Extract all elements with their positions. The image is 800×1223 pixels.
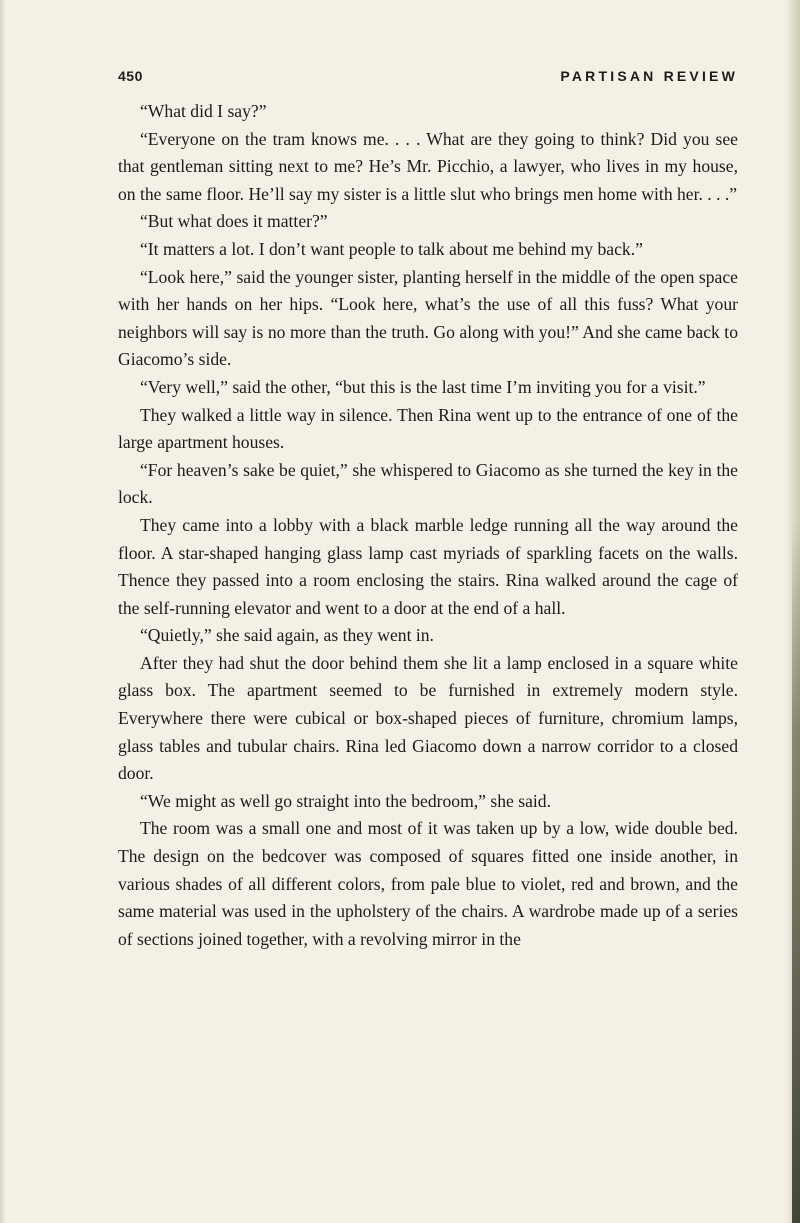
page-edge-right bbox=[786, 0, 800, 1223]
page-edge-left bbox=[0, 0, 6, 1223]
paragraph: The room was a small one and most of it was taken up by a low, wide double bed. The design on the bedcover was composed of squares fitted one inside another, in various shades of all different colors, from pale blue to violet, red and brown, and the same material was used in the upholstery of the chairs. A wardrobe made up of a series of sections joined together, with a revolving mirror in the bbox=[118, 818, 738, 949]
paragraph: “What did I say?” bbox=[140, 101, 267, 121]
page-edge-shadow bbox=[792, 520, 800, 1223]
paragraph: “We might as well go straight into the bedroom,” she said. bbox=[140, 790, 551, 811]
page-number: 450 bbox=[118, 68, 143, 84]
paragraph: “Very well,” said the other, “but this is the last time I’m inviting you for a visit.” bbox=[140, 376, 706, 397]
paragraph: “It matters a lot. I don’t want people to talk about me behind my back.” bbox=[140, 238, 643, 259]
paragraph: They came into a lobby with a black marble ledge running all the way around the floor. A star-shaped hanging glass lamp cast myriads of sparkling facets on the walls. Thence they passed into a room enclosing the stairs. Rina walked around the cage of the self-running elevator and went to a door at the end of a hall. bbox=[118, 514, 738, 618]
paragraph: After they had shut the door behind them she lit a lamp enclosed in a square white glass box. The apartment seemed to be furnished in extremely modern style. Everywhere there were cubical or box-shaped pieces of furniture, chromium lamps, glass tables and tubular chairs. Rina led Giacomo down a narrow corridor to a closed door. bbox=[118, 652, 738, 784]
paragraph: “Quietly,” she said again, as they went in. bbox=[140, 625, 434, 646]
paragraph: “Look here,” said the younger sister, planting herself in the middle of the open space with her hands on her hips. “Look here, what’s the use of all this fuss? What your neighbors will say is no more than the truth. Go along with you!” And she came back to Giacomo’s side. bbox=[118, 266, 738, 370]
paragraph: “But what does it matter?” bbox=[140, 211, 328, 232]
paragraph: “For heaven’s sake be quiet,” she whispered to Giacomo as she turned the key in the lock. bbox=[118, 459, 738, 508]
running-head bbox=[118, 68, 738, 90]
paragraph: They walked a little way in silence. Then Rina went up to the entrance of one of the large apartment houses. bbox=[118, 404, 738, 453]
paragraph: “Everyone on the tram knows me. . . . What are they going to think? Did you see that gentleman sitting next to me? He’s Mr. Picchio, a lawyer, who lives in my house, on the same floor. He’ll say my sister is a little slut who brings men home with her. . . .” bbox=[118, 128, 738, 204]
text-body bbox=[118, 98, 738, 953]
journal-title: PARTISAN REVIEW bbox=[560, 68, 738, 84]
